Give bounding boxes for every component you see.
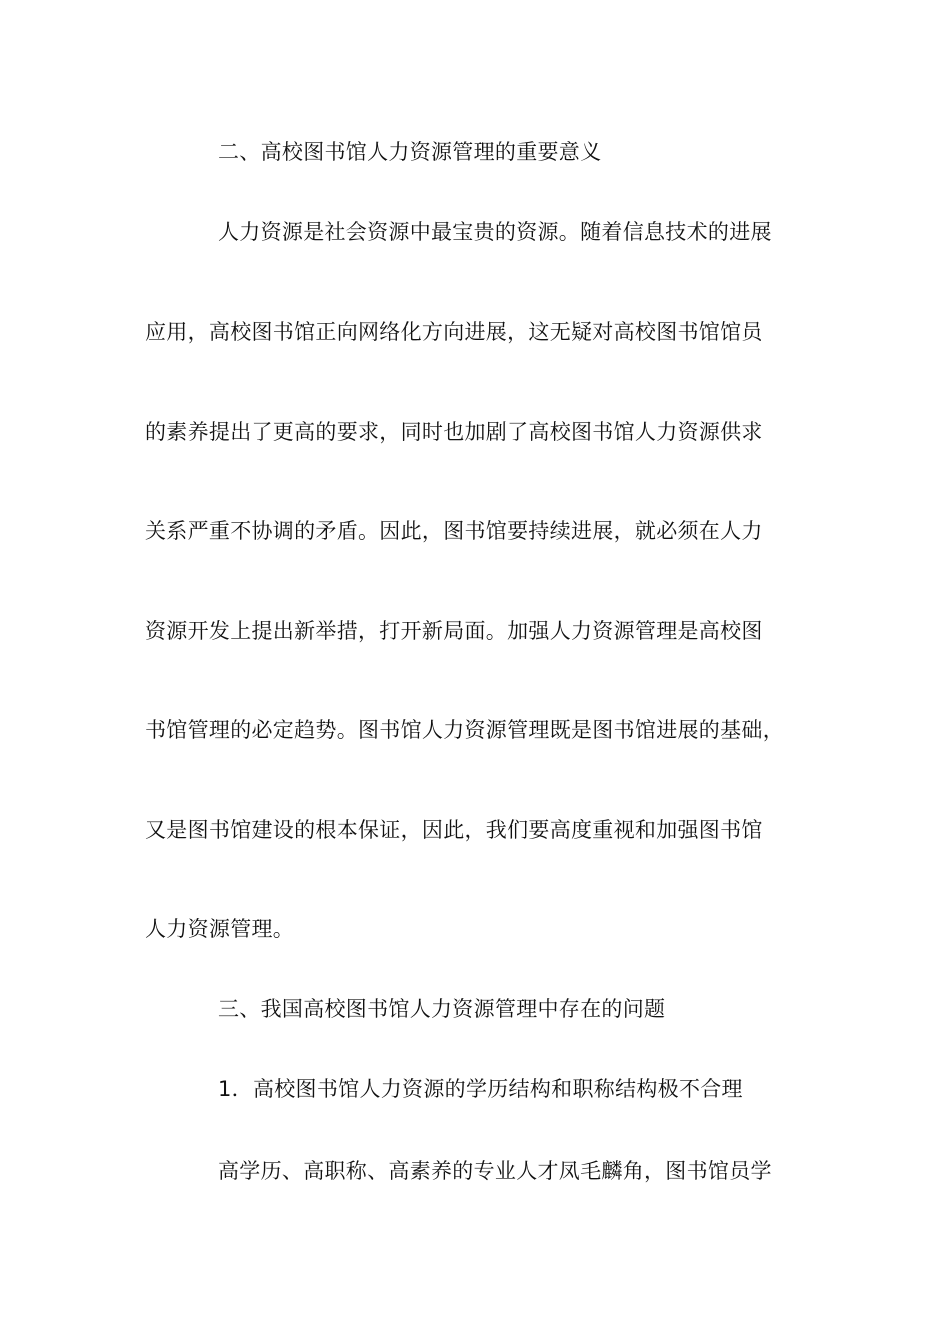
paragraph-line: 又是图书馆建设的根本保证，因此，我们要高度重视和加强图书馆 [145,818,763,842]
section-heading-3: 三、我国高校图书馆人力资源管理中存在的问题 [218,997,666,1021]
paragraph-line: 人力资源管理。 [145,917,295,941]
paragraph-line: 关系严重不协调的矛盾。因此，图书馆要持续进展，就必须在人力 [145,519,763,543]
paragraph-line: 人力资源是社会资源中最宝贵的资源。随着信息技术的进展 [218,220,772,244]
paragraph-line: 的素养提出了更高的要求，同时也加剧了高校图书馆人力资源供求 [145,420,763,444]
paragraph-line: 资源开发上提出新举措，打开新局面。加强人力资源管理是高校图 [145,619,763,643]
paragraph-line: 高学历、高职称、高素养的专业人才凤毛麟角，图书馆员学 [218,1159,772,1183]
subsection-heading: 1．高校图书馆人力资源的学历结构和职称结构极不合理 [218,1077,743,1101]
paragraph-line: 书馆管理的必定趋势。图书馆人力资源管理既是图书馆进展的基础， [145,718,784,742]
section-heading-2: 二、高校图书馆人力资源管理的重要意义 [218,140,602,164]
paragraph-line: 应用，高校图书馆正向网络化方向进展，这无疑对高校图书馆馆员 [145,320,763,344]
